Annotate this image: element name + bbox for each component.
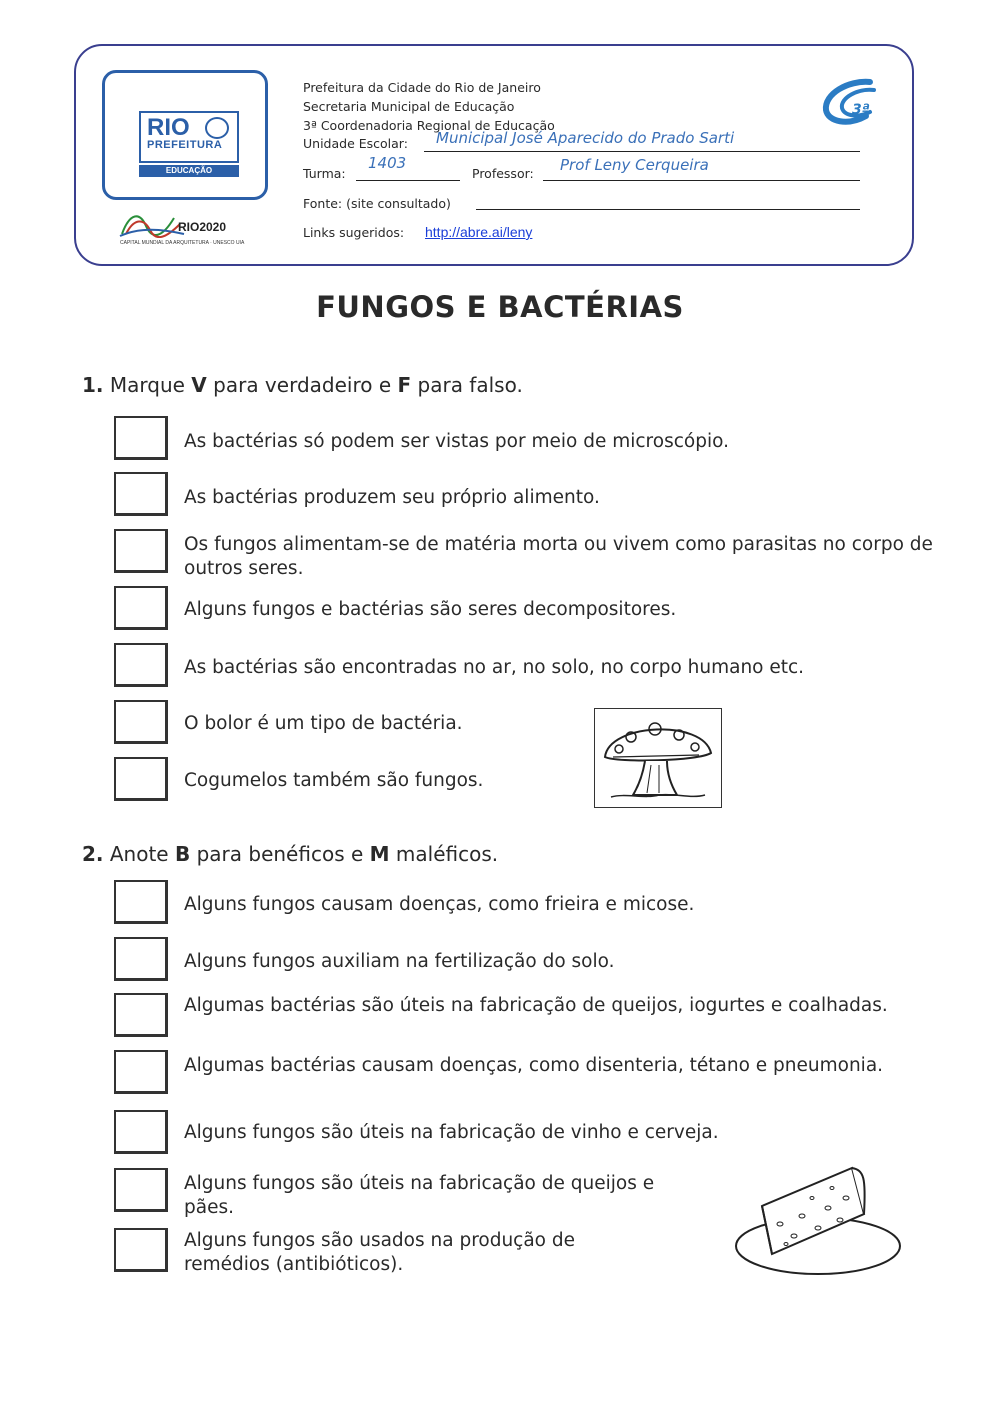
rio-prefeitura-logo <box>102 70 268 200</box>
question1-f-letter: F <box>397 373 412 397</box>
question2-text-end: maléficos. <box>389 842 499 866</box>
header-line-prefeitura: Prefeitura da Cidade do Rio de Janeiro <box>303 80 541 95</box>
cheese-icon <box>732 1158 908 1278</box>
professor-label: Professor: <box>472 166 534 181</box>
fonte-underline <box>476 209 860 210</box>
q2-item-6: Alguns fungos são úteis na fabricação de queijos e pães. <box>184 1173 655 1218</box>
q2-answer-box-6[interactable] <box>114 1168 168 1212</box>
q1-item-5: As bactérias são encontradas no ar, no solo, no corpo humano etc. <box>184 657 805 678</box>
question1-number: 1. <box>82 373 104 397</box>
unidade-value[interactable]: Municipal José Aparecido do Prado Sarti <box>436 129 735 147</box>
question2-heading <box>82 842 498 866</box>
mushroom-icon <box>595 709 719 805</box>
links-label: Links sugeridos: <box>303 225 405 240</box>
question2-b-letter: B <box>174 842 191 866</box>
question1-heading <box>82 373 523 397</box>
q2-answer-box-1[interactable] <box>114 880 168 924</box>
cre-swoosh-icon <box>818 76 888 128</box>
q1-answer-box-2[interactable] <box>114 472 168 516</box>
q2-item-7: Alguns fungos são usados na produção de remédios (antibióticos). <box>184 1230 576 1275</box>
cre-number-text: 3ª <box>852 102 870 118</box>
professor-value[interactable]: Prof Leny Cerqueira <box>560 156 709 174</box>
professor-underline <box>543 180 860 181</box>
rio2020-text: RIO2020 <box>178 220 227 234</box>
question2-text-start: Anote <box>109 842 175 866</box>
q1-item-4: Alguns fungos e bactérias são seres decompositores. <box>184 599 677 620</box>
mushroom-illustration <box>594 708 722 808</box>
q2-answer-box-2[interactable] <box>114 937 168 981</box>
unidade-underline <box>424 151 860 152</box>
q1-answer-box-3[interactable] <box>114 529 168 573</box>
unidade-label: Unidade Escolar: <box>303 136 408 151</box>
q2-answer-box-4[interactable] <box>114 1050 168 1094</box>
q1-item-3: Os fungos alimentam-se de matéria morta ou vivem como parasitas no corpo de outros seres. <box>184 534 933 579</box>
q1-item-2: As bactérias produzem seu próprio alimento. <box>184 487 600 508</box>
header-line-coordenadoria: 3ª Coordenadoria Regional de Educação <box>303 118 555 133</box>
q1-answer-box-6[interactable] <box>114 700 168 744</box>
suggested-link[interactable]: http://abre.ai/leny <box>425 224 533 240</box>
q2-answer-box-5[interactable] <box>114 1110 168 1154</box>
q1-answer-box-1[interactable] <box>114 416 168 460</box>
q1-item-7: Cogumelos também são fungos. <box>184 770 484 791</box>
page-title: FUNGOS E BACTÉRIAS <box>316 290 684 324</box>
question1-v-letter: V <box>191 373 207 397</box>
question2-m-letter: M <box>369 842 390 866</box>
q2-answer-box-3[interactable] <box>114 993 168 1037</box>
logo-frame <box>139 111 239 163</box>
turma-underline <box>356 180 460 181</box>
question1-text-start: Marque <box>109 373 192 397</box>
q1-answer-box-5[interactable] <box>114 643 168 687</box>
logo-prefeitura-text: PREFEITURA <box>147 139 223 151</box>
logo-rio-text: RIO <box>147 114 190 141</box>
question2-number: 2. <box>82 842 104 866</box>
q1-item-6: O bolor é um tipo de bactéria. <box>184 713 463 734</box>
seal-icon <box>205 117 229 139</box>
question1-text-end: para falso. <box>411 373 523 397</box>
rio2020-subtext: CAPITAL MUNDIAL DA ARQUITETURA · UNESCO UIA <box>120 240 245 246</box>
q2-item-2: Alguns fungos auxiliam na fertilização do solo. <box>184 951 615 972</box>
turma-label: Turma: <box>303 166 346 181</box>
logo-educacao-text: EDUCAÇÃO <box>139 165 239 177</box>
q2-answer-box-7[interactable] <box>114 1228 168 1272</box>
question1-text-middle: para verdadeiro e <box>206 373 398 397</box>
q1-item-1: As bactérias só podem ser vistas por meio de microscópio. <box>184 431 729 452</box>
q1-answer-box-7[interactable] <box>114 757 168 801</box>
q2-item-3: Algumas bactérias são úteis na fabricação de queijos, iogurtes e coalhadas. <box>184 995 888 1016</box>
q1-answer-box-4[interactable] <box>114 586 168 630</box>
header-line-secretaria: Secretaria Municipal de Educação <box>303 99 515 114</box>
fonte-label: Fonte: (site consultado) <box>303 196 451 211</box>
q2-item-1: Alguns fungos causam doenças, como frieira e micose. <box>184 894 695 915</box>
turma-value[interactable]: 1403 <box>368 154 407 172</box>
q2-item-4: Algumas bactérias causam doenças, como disenteria, tétano e pneumonia. <box>184 1055 884 1076</box>
cheese-illustration <box>732 1158 908 1278</box>
cre-logo <box>818 76 888 128</box>
rio2020-logo <box>118 208 258 254</box>
q2-item-5: Alguns fungos são úteis na fabricação de vinho e cerveja. <box>184 1122 719 1143</box>
question2-text-middle: para benéficos e <box>190 842 370 866</box>
